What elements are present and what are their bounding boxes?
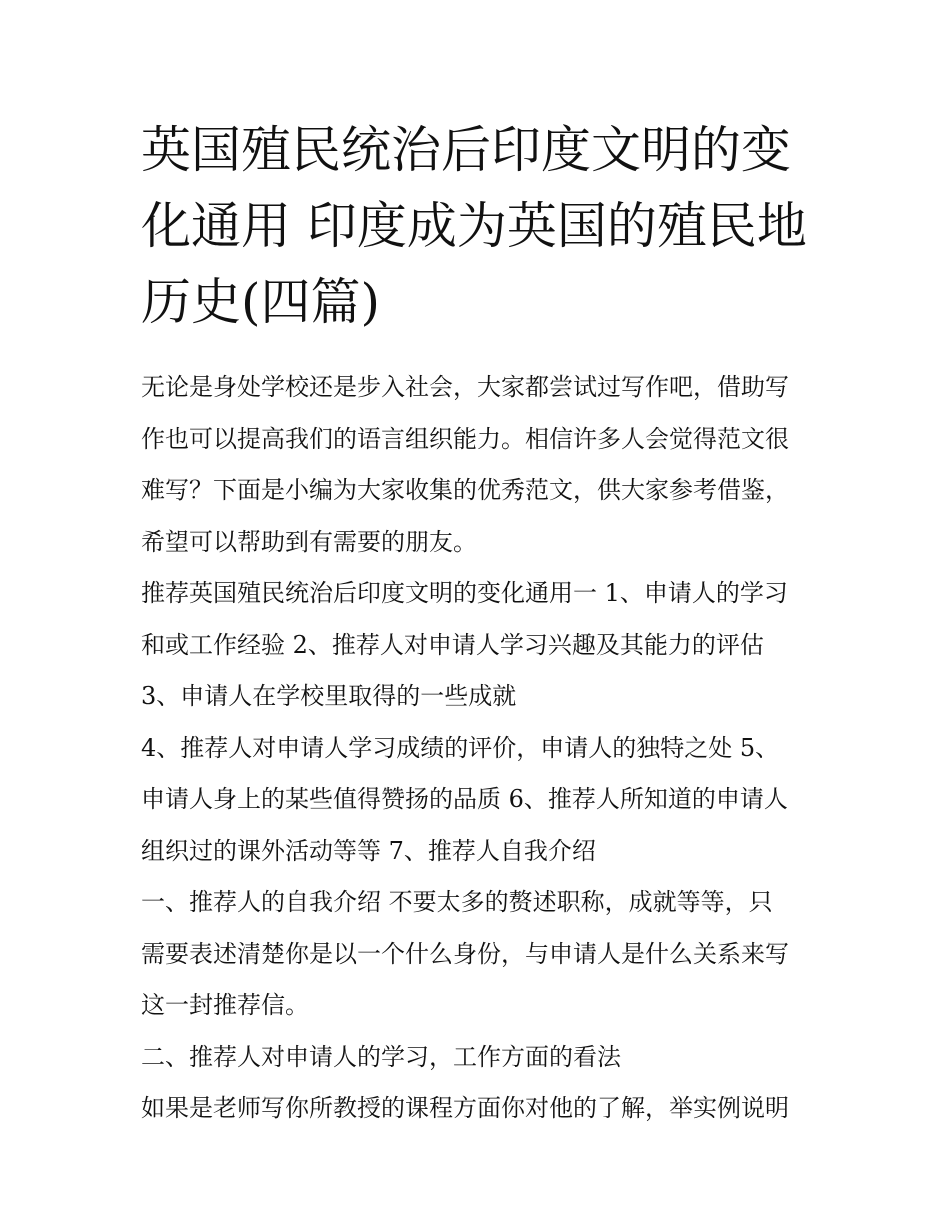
document-body (141, 362, 816, 1135)
paragraph-section-2-heading (141, 1032, 816, 1084)
paragraph-recommend (141, 568, 816, 671)
document-page (141, 112, 816, 1135)
paragraph-section-2-body (141, 1083, 816, 1135)
text-line: 一、推荐人的自我介绍 不要太多的赘述职称，成就等等，只 (141, 888, 773, 916)
text-line: 希望可以帮助到有需要的朋友。 (141, 527, 477, 556)
paragraph-section-1 (141, 877, 816, 1032)
title-line: 英国殖民统治后印度文明的变 (141, 121, 791, 179)
text-line: 和或工作经验 2、推荐人对申请人学习兴趣及其能力的评估 (141, 630, 764, 659)
text-line: 无论是身处学校还是步入社会，大家都尝试过写作吧，借助写 (141, 373, 789, 401)
document-title (141, 112, 816, 340)
text-line: 推荐英国殖民统治后印度文明的变化通用一 1、申请人的学习 (141, 579, 788, 607)
title-line: 历史(四篇) (141, 273, 381, 331)
text-line: 难写？下面是小编为大家收集的优秀范文，供大家参考借鉴， (141, 476, 789, 504)
text-line: 这一封推荐信。 (141, 991, 309, 1019)
paragraph-intro (141, 362, 816, 568)
title-line: 化通用 印度成为英国的殖民地 (141, 197, 807, 255)
text-line: 作也可以提高我们的语言组织能力。相信许多人会觉得范文很 (141, 424, 789, 453)
text-line: 二、推荐人对申请人的学习，工作方面的看法 (141, 1042, 621, 1071)
text-line: 3、申请人在学校里取得的一些成就 (141, 682, 517, 710)
paragraph-item-4 (141, 723, 816, 878)
text-line: 申请人身上的某些值得赞扬的品质 6、推荐人所知道的申请人 (141, 785, 788, 813)
text-line: 组织过的课外活动等等 7、推荐人自我介绍 (141, 836, 596, 865)
paragraph-item-3 (141, 671, 816, 723)
text-line: 4、推荐人对申请人学习成绩的评价，申请人的独特之处 5、 (141, 733, 780, 762)
text-line: 如果是老师写你所教授的课程方面你对他的了解，举实例说明 (141, 1094, 789, 1122)
text-line: 需要表述清楚你是以一个什么身份，与申请人是什么关系来写 (141, 939, 789, 968)
